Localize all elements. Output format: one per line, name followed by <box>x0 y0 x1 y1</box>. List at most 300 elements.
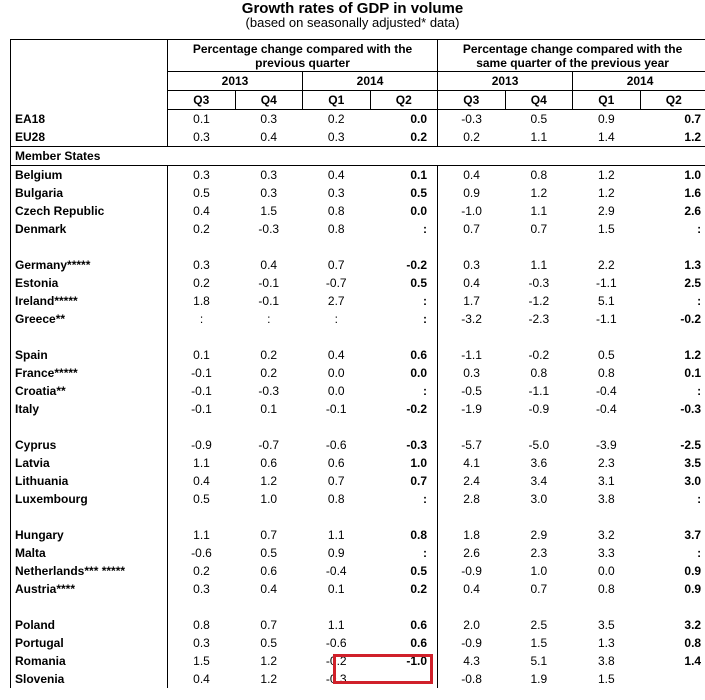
spacer-cell <box>370 598 438 616</box>
table-cell: 0.4 <box>463 276 480 290</box>
spacer-cell <box>505 328 573 346</box>
table-cell: -0.1 <box>258 294 280 308</box>
table-cell: : <box>370 382 438 400</box>
table-cell: 0.8 <box>327 492 345 506</box>
table-cell: 0.7 <box>370 472 438 490</box>
table-cell: 0.8 <box>597 582 615 596</box>
table-cell: 1.5 <box>597 222 615 236</box>
table-cell: : <box>370 310 438 328</box>
table-cell: 0.3 <box>168 128 236 147</box>
table-cell: 2.6 <box>640 202 705 220</box>
table-cell: 0.9 <box>463 186 480 200</box>
table-cell: -0.3 <box>528 276 550 290</box>
table-cell: 2.9 <box>530 528 548 542</box>
spacer-cell <box>11 328 168 346</box>
table-row <box>11 490 705 508</box>
table-cell: 0.8 <box>370 526 438 544</box>
spacer-cell <box>505 598 573 616</box>
table-row <box>11 274 705 292</box>
table-cell: 0.7 <box>530 222 548 236</box>
spacer-cell <box>11 508 168 526</box>
year-header: 2014 <box>303 72 438 91</box>
spacer-cell <box>235 418 303 436</box>
table-cell: 0.2 <box>260 366 278 380</box>
table-cell: 0.3 <box>193 258 210 272</box>
table-subtitle: (based on seasonally adjusted* data) <box>245 15 460 30</box>
table-cell: 0.2 <box>327 112 345 126</box>
table-cell: -0.9 <box>461 636 482 650</box>
table-cell: -0.1 <box>191 402 212 416</box>
row-label: Cyprus <box>11 436 168 454</box>
table-cell: 0.3 <box>260 112 278 126</box>
table-cell: -1.0 <box>461 204 482 218</box>
table-row <box>11 220 705 238</box>
spacer-cell <box>573 238 641 256</box>
table-row <box>11 454 705 472</box>
row-label: EU28 <box>11 128 168 147</box>
table-cell: 1.1 <box>530 204 548 218</box>
spacer-cell <box>370 238 438 256</box>
table-cell: 3.7 <box>640 526 705 544</box>
table-cell: -0.2 <box>640 310 705 328</box>
table-cell: 0.5 <box>370 274 438 292</box>
table-cell: 0.8 <box>530 366 548 380</box>
spacer-cell <box>640 328 705 346</box>
table-row <box>11 526 705 544</box>
table-cell: 1.7 <box>463 294 480 308</box>
table-cell: -5.0 <box>528 438 550 452</box>
row-label: Bulgaria <box>11 184 168 202</box>
table-cell: 1.1 <box>530 258 548 272</box>
table-cell: 1.5 <box>597 672 615 686</box>
table-row <box>11 292 705 310</box>
spacer-cell <box>168 598 236 616</box>
table-cell: : <box>640 292 705 310</box>
table-cell: -0.9 <box>528 402 550 416</box>
table-cell: 0.7 <box>260 618 278 632</box>
table-cell: 0.1 <box>327 582 345 596</box>
row-label: Slovenia <box>11 670 168 688</box>
spacer-cell <box>168 238 236 256</box>
table-cell: 2.5 <box>640 274 705 292</box>
table-cell: 0.7 <box>640 110 705 129</box>
table-cell: 1.5 <box>193 654 210 668</box>
table-row <box>11 562 705 580</box>
table-cell: -0.3 <box>461 112 482 126</box>
quarter-header: Q2 <box>640 91 705 110</box>
spacer-cell <box>438 418 506 436</box>
table-row <box>11 616 705 634</box>
row-label: Poland <box>11 616 168 634</box>
table-cell <box>640 670 705 688</box>
table-cell: -1.1 <box>461 348 482 362</box>
table-cell: 0.8 <box>530 168 548 182</box>
spacer-cell <box>235 508 303 526</box>
spacer-cell <box>168 328 236 346</box>
table-cell: -0.6 <box>191 546 212 560</box>
table-row <box>11 256 705 274</box>
quarter-header: Q3 <box>438 91 506 110</box>
table-row <box>11 400 705 418</box>
table-cell: 0.3 <box>193 168 210 182</box>
table-cell: 2.0 <box>463 618 480 632</box>
quarter-header: Q4 <box>235 91 303 110</box>
table-row <box>11 544 705 562</box>
table-cell: 1.4 <box>640 652 705 670</box>
table-cell: 0.1 <box>640 364 705 382</box>
table-cell: : <box>640 490 705 508</box>
table-cell: 1.2 <box>640 128 705 147</box>
table-cell: -2.3 <box>528 312 550 326</box>
table-cell: 0.8 <box>193 618 210 632</box>
table-cell: 1.1 <box>193 456 210 470</box>
table-cell: 0.4 <box>193 474 210 488</box>
table-row <box>11 580 705 598</box>
table-cell: 0.2 <box>370 580 438 598</box>
spacer-row <box>11 508 705 526</box>
quarter-header: Q4 <box>505 91 573 110</box>
row-label: Malta <box>11 544 168 562</box>
spacer-cell <box>168 418 236 436</box>
table-cell: 1.2 <box>597 168 615 182</box>
table-cell: 1.2 <box>597 186 615 200</box>
table-cell: -2.5 <box>640 436 705 454</box>
table-cell: 0.3 <box>327 186 345 200</box>
year-header: 2014 <box>573 72 705 91</box>
table-cell: 0.1 <box>193 112 210 126</box>
table-cell: 3.0 <box>640 472 705 490</box>
table-cell: 0.5 <box>370 562 438 580</box>
spacer-cell <box>438 328 506 346</box>
table-cell: -1.1 <box>595 276 617 290</box>
table-cell: 1.2 <box>640 346 705 364</box>
table-cell: -0.3 <box>370 436 438 454</box>
table-cell: 0.9 <box>327 546 345 560</box>
row-label: Italy <box>11 400 168 418</box>
table-cell: 0.4 <box>193 672 210 686</box>
spacer-cell <box>11 598 168 616</box>
spacer-cell <box>303 238 371 256</box>
table-cell: 1.6 <box>640 184 705 202</box>
table-cell: -0.6 <box>325 438 347 452</box>
table-cell: -1.1 <box>528 384 550 398</box>
table-cell: 3.2 <box>640 616 705 634</box>
spacer-cell <box>573 598 641 616</box>
table-cell: -0.8 <box>461 672 482 686</box>
table-cell: 0.0 <box>370 364 438 382</box>
table-row <box>11 128 705 147</box>
table-cell: 0.5 <box>597 348 615 362</box>
table-cell: -0.2 <box>370 400 438 418</box>
table-cell: 0.5 <box>193 186 210 200</box>
spacer-cell <box>640 598 705 616</box>
table-cell: 0.1 <box>193 348 210 362</box>
table-cell: -3.2 <box>461 312 482 326</box>
row-label: Belgium <box>11 166 168 185</box>
spacer-row <box>11 598 705 616</box>
table-cell: 1.1 <box>193 528 210 542</box>
spacer-cell <box>303 328 371 346</box>
row-label: Estonia <box>11 274 168 292</box>
table-cell: -0.2 <box>528 348 550 362</box>
spacer-cell <box>438 598 506 616</box>
stub-header <box>11 40 168 110</box>
row-label: Denmark <box>11 220 168 238</box>
table-cell: 0.5 <box>260 636 278 650</box>
table-cell: 2.3 <box>597 456 615 470</box>
quarter-header: Q1 <box>573 91 641 110</box>
table-row <box>11 110 705 129</box>
table-cell: 1.8 <box>193 294 210 308</box>
table-row <box>11 166 705 185</box>
table-cell: : <box>370 292 438 310</box>
section-label: Member States <box>11 147 705 166</box>
table-row <box>11 634 705 652</box>
table-cell: 0.7 <box>530 582 548 596</box>
table-cell: 1.2 <box>260 654 278 668</box>
table-cell: 1.1 <box>505 128 573 147</box>
row-label: Netherlands*** ***** <box>11 562 168 580</box>
row-label: Ireland***** <box>11 292 168 310</box>
table-row <box>11 652 705 670</box>
table-cell: 1.9 <box>530 672 548 686</box>
table-cell: 2.4 <box>463 474 480 488</box>
table-cell: -5.7 <box>461 438 482 452</box>
spacer-cell <box>640 418 705 436</box>
table-cell: -0.7 <box>258 438 280 452</box>
table-cell: 3.6 <box>530 456 548 470</box>
table-cell: -1.0 <box>370 652 438 670</box>
table-cell: 1.0 <box>640 166 705 185</box>
table-cell: 0.7 <box>463 222 480 236</box>
table-cell: 0.4 <box>260 258 278 272</box>
table-cell: 4.1 <box>463 456 480 470</box>
year-header: 2013 <box>168 72 303 91</box>
table-cell: 0.3 <box>193 636 210 650</box>
table-cell: 0.0 <box>327 366 345 380</box>
table-cell: -0.2 <box>325 654 347 668</box>
spacer-cell <box>11 238 168 256</box>
row-label: Austria**** <box>11 580 168 598</box>
table-cell: 1.4 <box>573 128 641 147</box>
table-title: Growth rates of GDP in volume <box>241 0 464 17</box>
spacer-cell <box>168 508 236 526</box>
table-cell: 0.8 <box>327 204 345 218</box>
row-label: France***** <box>11 364 168 382</box>
table-cell: 3.1 <box>597 474 615 488</box>
table-cell: 0.4 <box>327 168 345 182</box>
quarter-header: Q1 <box>303 91 371 110</box>
table-row <box>11 364 705 382</box>
spacer-cell <box>303 418 371 436</box>
table-cell: 3.5 <box>597 618 615 632</box>
spacer-cell <box>235 328 303 346</box>
table-cell: : <box>370 490 438 508</box>
table-cell: 0.2 <box>193 222 210 236</box>
table-cell: -0.7 <box>325 276 347 290</box>
table-cell: 3.5 <box>640 454 705 472</box>
table-cell: 0.4 <box>260 582 278 596</box>
table-row <box>11 472 705 490</box>
table-cell: 0.3 <box>303 128 371 147</box>
table-cell: 2.6 <box>463 546 480 560</box>
spacer-cell <box>370 328 438 346</box>
row-label: Latvia <box>11 454 168 472</box>
table-cell: 1.1 <box>327 528 345 542</box>
table-cell: 0.2 <box>260 348 278 362</box>
table-cell: -0.9 <box>461 564 482 578</box>
table-cell: -1.1 <box>595 312 617 326</box>
table-cell: 1.8 <box>463 528 480 542</box>
table-cell: -0.9 <box>191 438 212 452</box>
row-label: Croatia** <box>11 382 168 400</box>
table-cell: -0.2 <box>370 256 438 274</box>
table-cell: 1.2 <box>530 186 548 200</box>
table-cell: -0.3 <box>258 222 280 236</box>
section-row <box>11 147 705 166</box>
table-cell: 1.2 <box>260 474 278 488</box>
table-cell: -0.3 <box>258 384 280 398</box>
table-cell: -1.9 <box>461 402 482 416</box>
table-cell: 2.3 <box>530 546 548 560</box>
table-cell: : <box>640 382 705 400</box>
table-cell: -0.3 <box>325 672 347 686</box>
table-cell: 3.4 <box>530 474 548 488</box>
table-cell: 0.8 <box>597 366 615 380</box>
spacer-cell <box>303 508 371 526</box>
spacer-cell <box>505 418 573 436</box>
spacer-cell <box>438 238 506 256</box>
row-label: Germany***** <box>11 256 168 274</box>
table-cell: 5.1 <box>530 654 548 668</box>
table-cell: 5.1 <box>597 294 615 308</box>
spacer-cell <box>573 418 641 436</box>
table-cell: 1.0 <box>370 454 438 472</box>
row-label: Hungary <box>11 526 168 544</box>
table-cell: 3.3 <box>597 546 615 560</box>
spacer-cell <box>640 508 705 526</box>
table-cell: -0.1 <box>325 402 347 416</box>
table-cell: 0.7 <box>327 258 345 272</box>
table-cell: 0.2 <box>438 128 506 147</box>
table-row <box>11 202 705 220</box>
spacer-cell <box>235 238 303 256</box>
table-cell: 0.3 <box>463 366 480 380</box>
table-cell: 0.5 <box>370 184 438 202</box>
table-cell: 0.9 <box>640 580 705 598</box>
table-cell: 2.7 <box>327 294 345 308</box>
row-label: Romania <box>11 652 168 670</box>
table-cell: -0.3 <box>640 400 705 418</box>
year-header: 2013 <box>438 72 573 91</box>
table-row <box>11 310 705 328</box>
table-cell: -0.4 <box>595 384 617 398</box>
table-cell: 0.5 <box>530 112 548 126</box>
table-cell: : <box>199 312 204 326</box>
table-cell: 0.3 <box>260 186 278 200</box>
table-cell: 2.8 <box>463 492 480 506</box>
table-cell: 1.1 <box>327 618 345 632</box>
table-cell: : <box>267 312 271 326</box>
table-cell: 0.7 <box>327 474 345 488</box>
table-cell: 3.8 <box>597 654 615 668</box>
table-cell: 0.1 <box>370 166 438 185</box>
table-cell: 0.4 <box>193 204 210 218</box>
table-cell: 0.6 <box>370 634 438 652</box>
row-label: Portugal <box>11 634 168 652</box>
table-cell: 0.3 <box>193 582 210 596</box>
table-cell: 0.0 <box>327 384 345 398</box>
spacer-cell <box>640 238 705 256</box>
table-cell: 0.3 <box>260 168 278 182</box>
table-cell: 0.0 <box>597 564 615 578</box>
table-cell: 0.5 <box>193 492 210 506</box>
row-label: Greece** <box>11 310 168 328</box>
table-row <box>11 382 705 400</box>
table-row <box>11 670 705 688</box>
spacer-row <box>11 238 705 256</box>
table-cell: 2.5 <box>530 618 548 632</box>
table-cell: 3.0 <box>530 492 548 506</box>
table-cell: -0.4 <box>325 564 347 578</box>
table-cell: 3.8 <box>597 492 615 506</box>
table-cell: 0.8 <box>640 634 705 652</box>
table-cell: 2.2 <box>597 258 615 272</box>
spacer-cell <box>505 238 573 256</box>
table-cell: 1.2 <box>260 672 278 686</box>
table-cell: 4.3 <box>463 654 480 668</box>
spacer-row <box>11 418 705 436</box>
spacer-cell <box>370 418 438 436</box>
gdp-growth-table <box>10 39 705 688</box>
row-label: Czech Republic <box>11 202 168 220</box>
table-cell: 3.2 <box>597 528 615 542</box>
table-cell: : <box>334 312 338 326</box>
spacer-cell <box>11 418 168 436</box>
table-cell: 2.9 <box>597 204 615 218</box>
spacer-cell <box>438 508 506 526</box>
table-cell: 0.2 <box>193 276 210 290</box>
table-row <box>11 184 705 202</box>
spacer-cell <box>370 508 438 526</box>
table-cell: 0.1 <box>260 402 278 416</box>
table-cell: -0.6 <box>325 636 347 650</box>
spacer-cell <box>303 598 371 616</box>
row-label: Lithuania <box>11 472 168 490</box>
spacer-cell <box>235 598 303 616</box>
table-cell: 0.6 <box>370 616 438 634</box>
table-cell: 1.3 <box>597 636 615 650</box>
table-cell: 0.8 <box>327 222 345 236</box>
table-cell: -1.2 <box>528 294 550 308</box>
table-cell: -0.1 <box>191 384 212 398</box>
table-row <box>11 346 705 364</box>
table-cell: -0.1 <box>258 276 280 290</box>
table-cell: 0.5 <box>260 546 278 560</box>
table-cell: 0.4 <box>463 168 480 182</box>
table-cell: 0.0 <box>370 202 438 220</box>
table-cell: 0.2 <box>193 564 210 578</box>
table-cell: : <box>640 220 705 238</box>
table-cell: 1.3 <box>640 256 705 274</box>
table-cell: : <box>370 544 438 562</box>
table-row <box>11 436 705 454</box>
table-cell: 0.6 <box>260 564 278 578</box>
table-cell: 0.4 <box>235 128 303 147</box>
table-cell: 0.6 <box>260 456 278 470</box>
group-header-previous-year: Percentage change compared with the same quarter of the previous year <box>438 40 705 72</box>
table-cell: 0.6 <box>327 456 345 470</box>
